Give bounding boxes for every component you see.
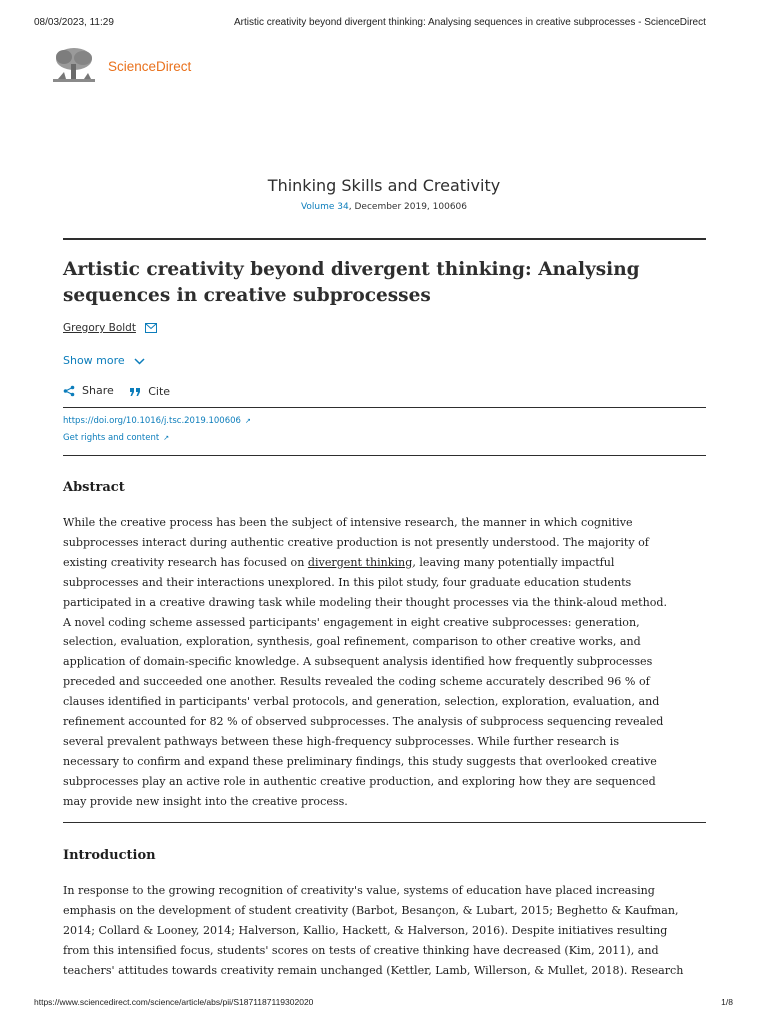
author-link[interactable]: Gregory Boldt	[63, 322, 136, 334]
introduction-line: emphasis on the development of student creativity (Barbot, Besançon, & Lubart, 2015; Beghetto & Kaufman,	[63, 903, 679, 917]
print-url: https://www.sciencedirect.com/science/article/abs/pii/S1871187119302020	[34, 997, 314, 1007]
envelope-icon[interactable]	[145, 323, 157, 333]
page-number: 1/8	[721, 997, 733, 1007]
introduction-text	[63, 881, 706, 981]
abstract-line: clauses identified in participants' verbal protocols, and generation, selection, exploration, evaluation, and	[63, 695, 660, 709]
abstract-line: application of domain-specific knowledge. A subsequent analysis identified how frequently subprocesses	[63, 655, 653, 669]
sciencedirect-logo[interactable]	[50, 46, 210, 86]
abstract-line: refinement accounted for 82 % of observed subprocesses. The analysis of subprocess sequencing revealed	[63, 715, 664, 729]
introduction-heading: Introduction	[63, 848, 156, 863]
share-button[interactable]	[63, 384, 114, 397]
introduction-line: from this intensified focus, students' scores on tests of creative thinking have decreased (Kim, 2011), and	[63, 943, 659, 957]
doi-link[interactable]	[63, 416, 251, 426]
quote-icon	[129, 387, 141, 397]
chevron-down-icon	[134, 358, 145, 365]
show-more-label: Show more	[63, 354, 125, 367]
abstract-line: subprocesses interact during authentic creative production is not presently understood. The majority of	[63, 535, 649, 549]
abstract-line: several prevalent pathways between these high-frequency subprocesses. While further research is	[63, 734, 620, 748]
abstract-line: subprocesses and their interactions unexplored. In this pilot study, four graduate education students	[63, 575, 632, 589]
introduction-line: In response to the growing recognition of creativity's value, systems of education have placed increasing	[63, 884, 655, 897]
share-icon	[63, 385, 75, 397]
show-more-button[interactable]	[63, 354, 145, 367]
external-link-icon: ↗	[163, 434, 170, 442]
divider	[63, 238, 706, 240]
abstract-line-tail: , leaving many potentially impactful	[412, 555, 615, 569]
abstract-line: A novel coding scheme assessed participants' engagement in eight creative subprocesses: generation,	[63, 615, 640, 629]
print-datetime: 08/03/2023, 11:29	[34, 17, 114, 28]
issue-date: , December 2019, 100606	[348, 202, 468, 212]
doi-text: https://doi.org/10.1016/j.tsc.2019.100606	[63, 416, 241, 426]
print-page-title: Artistic creativity beyond divergent thinking: Analysing sequences in creative subprocesses - ScienceDirect	[234, 17, 706, 28]
abstract-line: While the creative process has been the subject of intensive research, the manner in which cognitive	[63, 516, 633, 529]
abstract-line-head: existing creativity research has focused on	[63, 555, 308, 569]
print-footer	[34, 997, 733, 1011]
brand-name: ScienceDirect	[108, 59, 192, 74]
abstract-line: preceded and succeeded one another. Results revealed the coding scheme accurately described 96 % of	[63, 675, 650, 689]
abstract-line: necessary to confirm and expand these preliminary findings, this study suggests that overlooked creative	[63, 754, 657, 768]
introduction-line: teachers' attitudes towards creativity remain unchanged (Kettler, Lamb, Willerson, & Mullet, 2018). Research	[63, 963, 684, 977]
abstract-line: may provide new insight into the creative process.	[63, 794, 348, 808]
article-title: Artistic creativity beyond divergent thinking: Analysing sequences in creative subprocesses	[63, 259, 640, 306]
divider	[63, 407, 706, 408]
introduction-line: 2014; Collard & Looney, 2014; Halverson, Kallio, Hackett, & Halverson, 2016). Despite initiatives resulting	[63, 923, 668, 937]
abstract-text	[63, 513, 706, 812]
article-actions	[63, 384, 182, 400]
cite-label: Cite	[148, 385, 171, 398]
issue-info	[0, 202, 768, 212]
divergent-thinking-link[interactable]: divergent thinking	[307, 555, 413, 569]
abstract-line: subprocesses play an active role in authentic creative production, and exploring how they are sequenced	[63, 774, 656, 788]
print-header	[34, 17, 718, 31]
rights-text: Get rights and content	[63, 433, 160, 443]
abstract-heading: Abstract	[63, 480, 125, 495]
journal-title[interactable]: Thinking Skills and Creativity	[267, 176, 501, 195]
abstract-line: selection, evaluation, exploration, synthesis, goal refinement, comparison to other creative works, and	[63, 635, 641, 649]
divider	[63, 822, 706, 823]
author-line	[63, 322, 157, 334]
abstract-line: participated in a creative drawing task while modeling their thought processes via the think-aloud method.	[63, 595, 668, 609]
abstract-line	[63, 553, 706, 573]
share-label: Share	[82, 384, 114, 397]
rights-link[interactable]	[63, 433, 169, 443]
cite-button[interactable]	[129, 385, 170, 398]
divider	[63, 455, 706, 456]
external-link-icon: ↗	[244, 417, 251, 425]
elsevier-tree-icon	[50, 46, 98, 84]
volume-link[interactable]: Volume 34	[300, 202, 349, 212]
